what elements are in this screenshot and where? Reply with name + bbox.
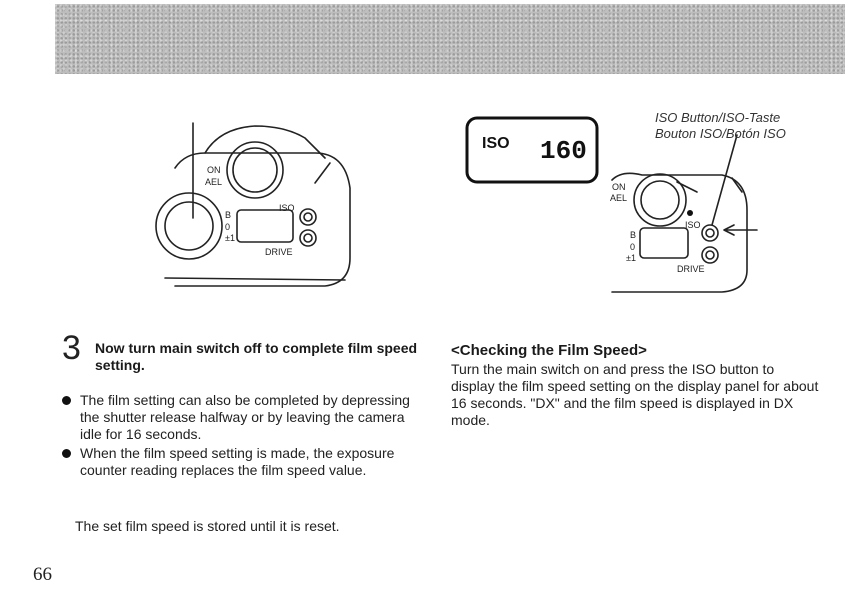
label-mode-b-right: B: [630, 230, 637, 240]
label-iso: ISO: [279, 203, 295, 213]
bullet-item: [62, 392, 422, 443]
label-drive-right: DRIVE: [677, 264, 705, 274]
bullet-text: The film setting can also be completed by depressing the shutter release halfway or by leaving the camera idle for 16 seconds.: [80, 392, 410, 442]
bullet-text: When the film speed setting is made, the exposure counter reading replaces the film speed value.: [80, 445, 395, 478]
label-mode-0-right: 0: [630, 242, 636, 252]
bullet-list: [62, 392, 422, 481]
section-heading: <Checking the Film Speed>: [451, 342, 647, 359]
lcd-iso-label: ISO: [482, 135, 510, 152]
section-body: Turn the main switch on and press the ISO button to display the film speed setting on the display panel for about 16 seconds. "DX" and the film speed is displayed in DX mode.: [451, 361, 819, 428]
label-mode-b: B: [225, 210, 232, 220]
callout-line-1: ISO Button/ISO-Taste: [655, 110, 781, 125]
label-mode-p: ±1: [225, 233, 235, 243]
callout-line-2: Bouton ISO/Botón ISO: [655, 126, 786, 141]
bullet-item: [62, 445, 422, 479]
label-on: ON: [207, 165, 221, 175]
page-number: 66: [33, 564, 52, 585]
step-heading: Now turn main switch off to complete film speed setting.: [95, 340, 418, 373]
label-ael-right: AEL: [610, 193, 628, 203]
camera-top-illustration-left: [145, 108, 365, 298]
label-mode-p-right: ±1: [626, 253, 636, 263]
step-number: 3: [62, 329, 81, 367]
header-band: [55, 4, 845, 74]
label-iso-right: ISO: [685, 220, 701, 230]
bullet-dot-icon: [62, 449, 71, 458]
storage-note: The set film speed is stored until it is reset.: [75, 518, 340, 534]
label-on-right: ON: [612, 182, 626, 192]
iso-button-callout: [655, 110, 786, 142]
label-mode-0: 0: [225, 222, 231, 232]
lcd-speed-value: 160: [540, 136, 587, 166]
bullet-dot-icon: [62, 396, 71, 405]
label-ael: AEL: [205, 177, 223, 187]
label-drive: DRIVE: [265, 247, 293, 257]
